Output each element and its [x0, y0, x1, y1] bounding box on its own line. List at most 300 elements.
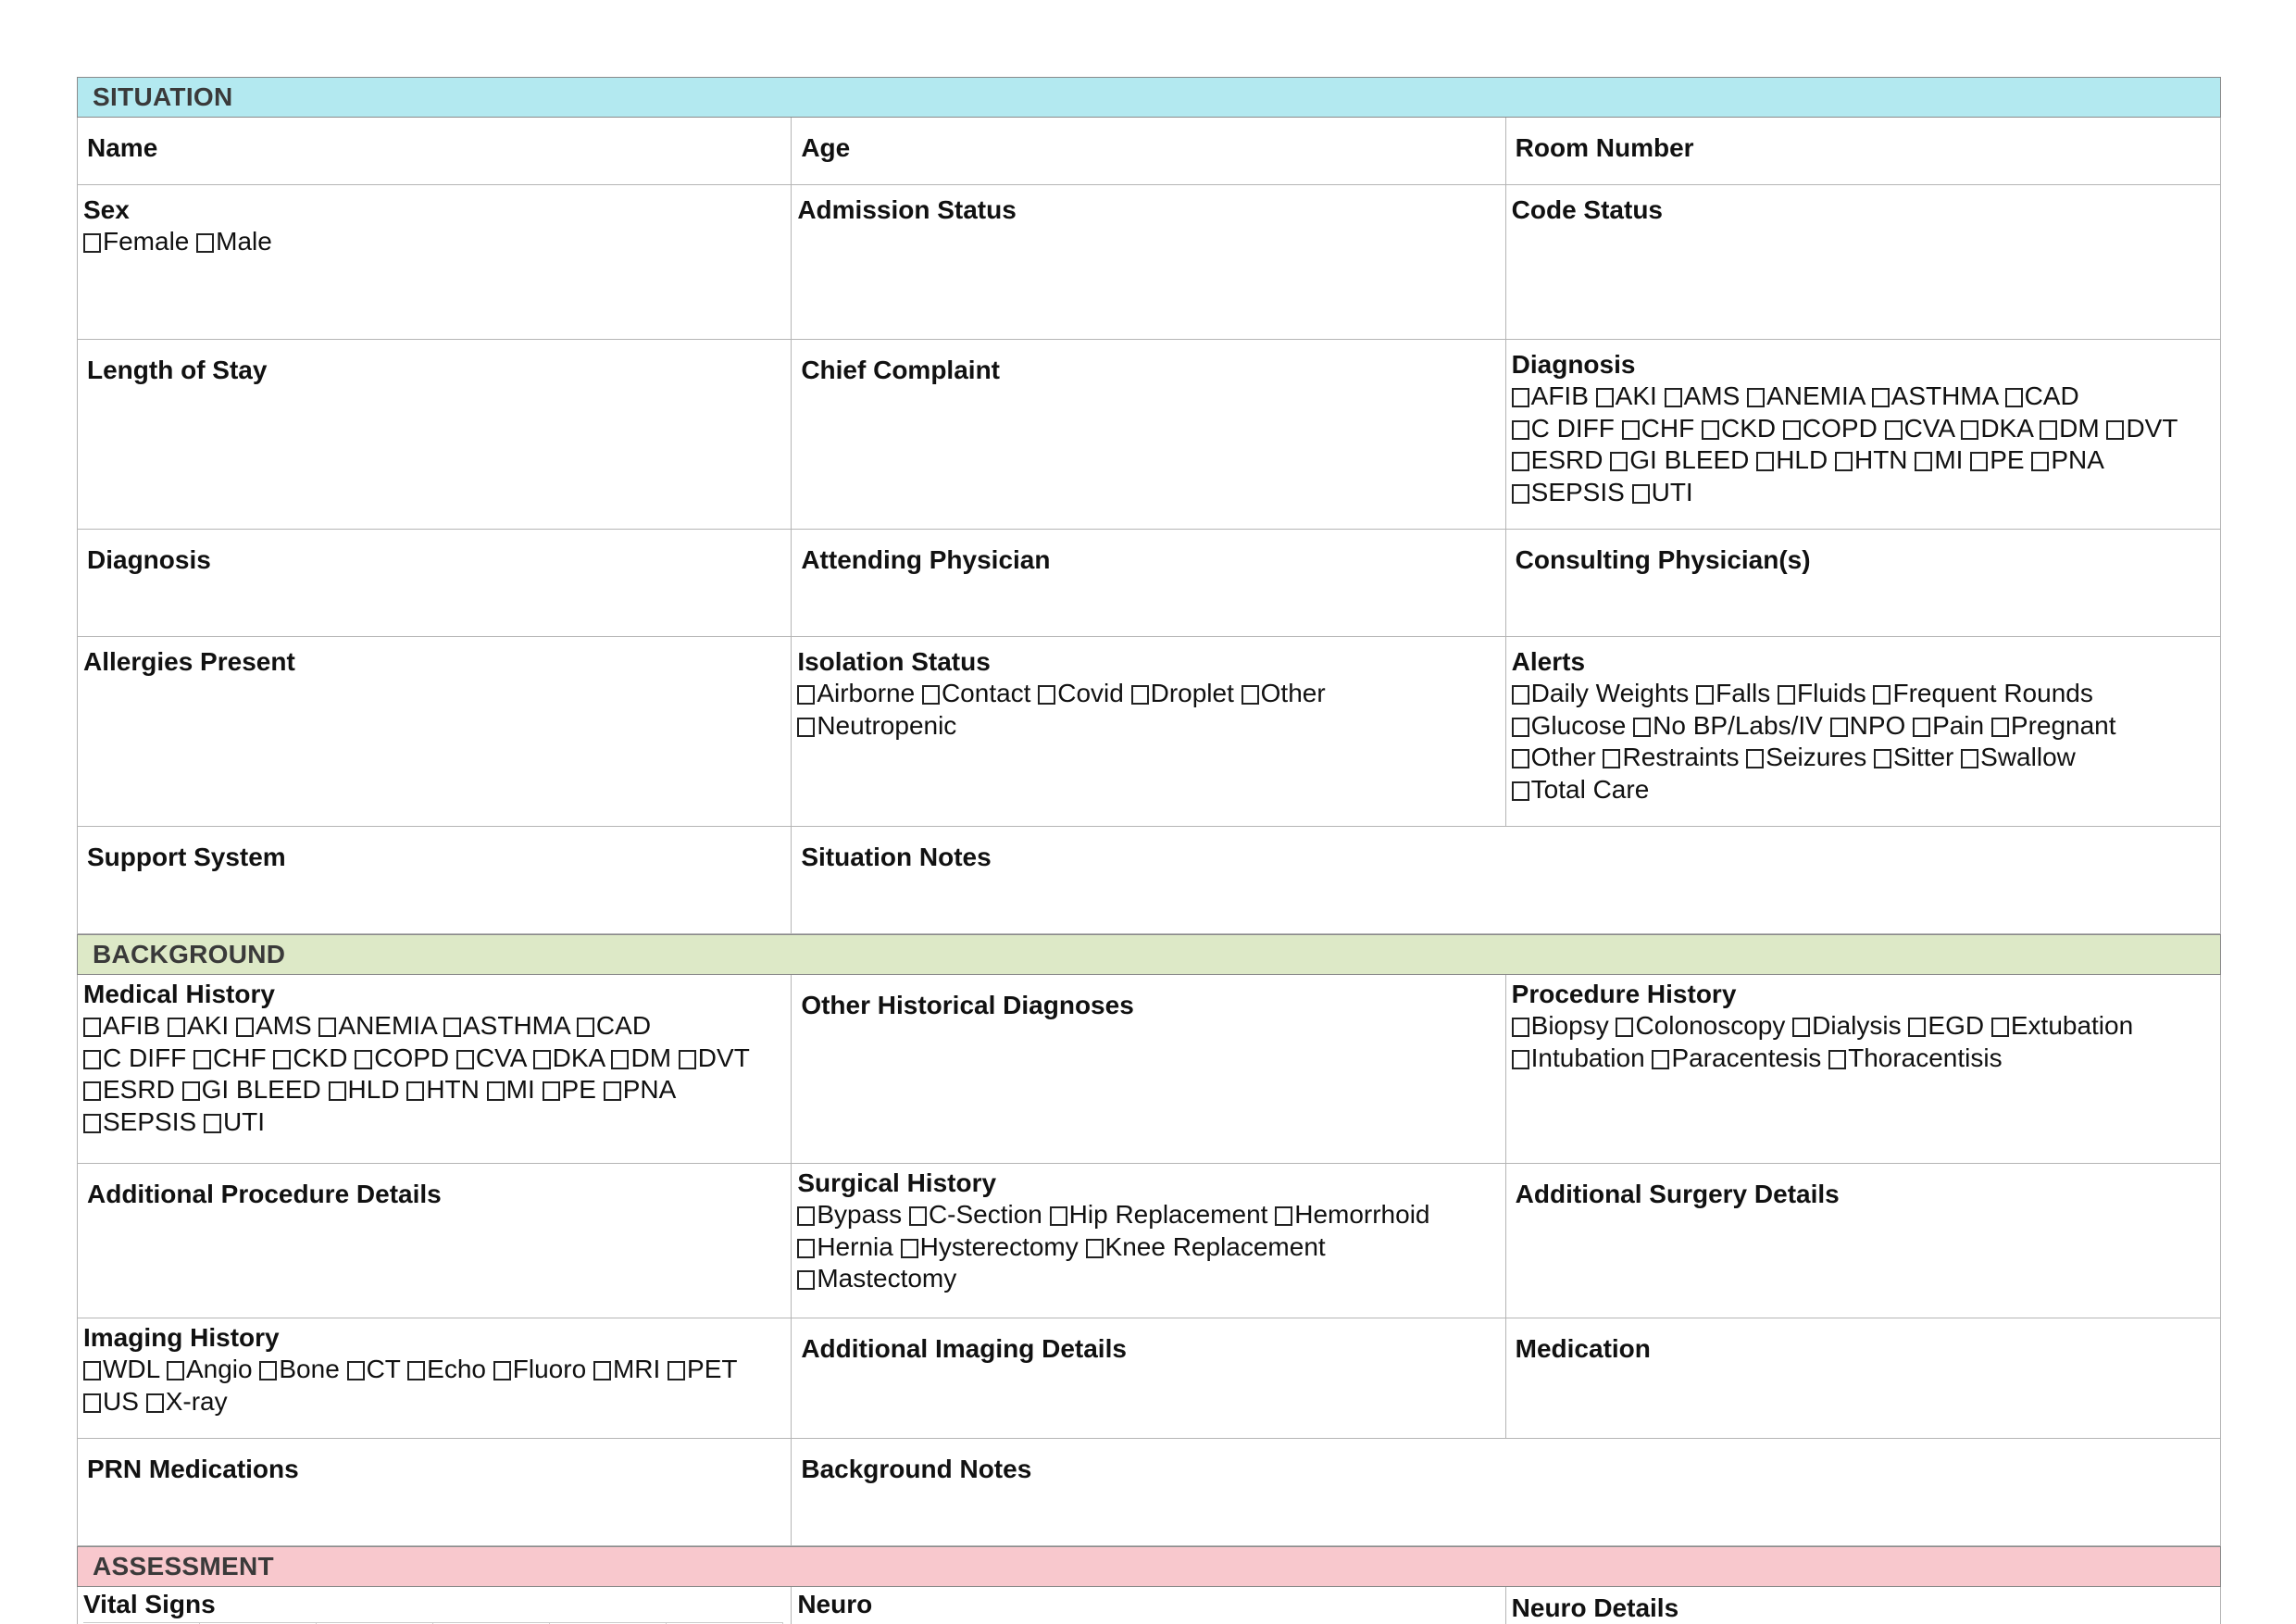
checkbox-option[interactable] [1512, 711, 1627, 740]
checkbox-icon [1131, 685, 1149, 705]
background-notes-label: Background Notes [801, 1455, 1032, 1483]
attending-physician-cell[interactable] [792, 530, 1505, 636]
checkbox-option[interactable] [1050, 1200, 1268, 1229]
checkbox-option-label: AFIB [103, 1011, 161, 1040]
checkbox-option[interactable] [83, 1387, 139, 1416]
procedure-history-options [1512, 1010, 2213, 1074]
sex-option[interactable]: Female [83, 227, 189, 256]
checkbox-option-label: SEPSIS [1530, 477, 1625, 506]
age-label: Age [801, 133, 851, 162]
checkbox-option-label: Other [1530, 743, 1596, 771]
neuro-label: Neuro [797, 1590, 873, 1618]
row-name-age-room [77, 118, 2221, 185]
checkbox-option-label: Thoracentisis [1848, 1043, 2003, 1072]
checkbox-option-label: Restraints [1622, 743, 1740, 771]
checkbox-option[interactable] [2031, 445, 2104, 474]
diagnosis-checklist-label: Diagnosis [1511, 350, 1636, 379]
checkbox-option[interactable] [1828, 1043, 2003, 1072]
consulting-physician-label: Consulting Physician(s) [1515, 545, 1811, 574]
additional-imaging-details-cell[interactable] [792, 1318, 1505, 1438]
checkbox-icon [1830, 718, 1848, 737]
option-line [797, 1231, 1497, 1264]
checkbox-option[interactable] [1086, 1232, 1326, 1261]
background-notes-cell[interactable] [792, 1439, 2220, 1545]
checkbox-option[interactable] [1512, 478, 1625, 506]
checkbox-option-label: HTN [426, 1075, 480, 1104]
name-cell[interactable] [78, 118, 792, 184]
checkbox-icon [329, 1081, 346, 1101]
checkbox-icon [1778, 685, 1795, 705]
checkbox-option[interactable] [922, 679, 1031, 707]
checkbox-option[interactable] [577, 1011, 651, 1040]
checkbox-option[interactable] [1512, 381, 1589, 410]
checkbox-icon [922, 685, 940, 705]
checkbox-option-label: Hysterectomy [919, 1231, 1079, 1261]
prn-medications-label: PRN Medications [87, 1455, 299, 1483]
checkbox-option[interactable] [329, 1075, 400, 1104]
option-line [83, 1010, 783, 1043]
checkbox-option-label: ANEMIA [338, 1011, 437, 1040]
checkbox-option-label: Hip Replacement [1068, 1200, 1268, 1229]
checkbox-option-label: C DIFF [103, 1043, 187, 1072]
checkbox-option[interactable] [604, 1075, 677, 1104]
checkbox-option[interactable] [797, 711, 956, 740]
checkbox-option[interactable] [146, 1387, 228, 1416]
checkbox-icon [1610, 452, 1628, 471]
checkbox-icon [1512, 1018, 1529, 1037]
checkbox-option-label: CKD [293, 1043, 348, 1072]
checkbox-option-label: EGD [1928, 1011, 1985, 1040]
checkbox-option[interactable] [797, 1200, 902, 1229]
checkbox-icon [273, 1050, 291, 1069]
age-cell[interactable] [792, 118, 1505, 184]
option-line [83, 1386, 783, 1418]
checkbox-option[interactable] [1915, 445, 1963, 474]
checkbox-icon [797, 685, 815, 705]
checkbox-option-label: SEPSIS [103, 1106, 197, 1136]
row-allergies-isolation-alerts [77, 637, 2221, 827]
checkbox-option[interactable] [347, 1355, 401, 1383]
checkbox-option[interactable] [1830, 711, 1906, 740]
checkbox-option[interactable] [83, 1355, 159, 1383]
imaging-history-cell [78, 1318, 792, 1438]
checkbox-option[interactable] [668, 1355, 737, 1383]
diagnosis-checklist-cell [1506, 340, 2220, 529]
checkbox-icon [1747, 388, 1765, 407]
checkbox-option[interactable] [1512, 775, 1650, 804]
checkbox-icon [1633, 718, 1651, 737]
checkbox-option-label: AMS [255, 1011, 312, 1040]
checkbox-option[interactable] [1652, 1043, 1821, 1072]
checkbox-option[interactable] [1632, 478, 1693, 506]
sex-options [83, 226, 783, 258]
checkbox-option-label: Fluoro [512, 1355, 587, 1383]
vital-signs-cell [78, 1587, 792, 1624]
checkbox-option[interactable] [83, 1107, 196, 1136]
checkbox-icon [1913, 718, 1930, 737]
checkbox-option-label: COPD [1802, 413, 1878, 443]
diagnosis-options [1512, 381, 2213, 508]
checkbox-option-label: Pregnant [2010, 710, 2116, 740]
admission-status-label: Admission Status [797, 195, 1017, 224]
checkbox-option[interactable] [797, 679, 915, 707]
checkbox-icon [1652, 1050, 1669, 1069]
surgical-history-options [797, 1199, 1497, 1295]
checkbox-icon [2031, 452, 2049, 471]
checkbox-icon [901, 1239, 918, 1258]
checkbox-icon [1050, 1206, 1067, 1226]
checkbox-icon [577, 1018, 594, 1037]
checkbox-option-label: CAD [2024, 381, 2079, 410]
option-line [1512, 710, 2213, 743]
checkbox-option[interactable] [797, 1264, 956, 1293]
checkbox-icon [543, 1081, 560, 1101]
checkbox-icon [318, 1018, 336, 1037]
checkbox-icon [1512, 1050, 1529, 1069]
checkbox-icon [797, 1270, 815, 1290]
procedure-history-cell [1506, 975, 2220, 1163]
checkbox-option-label: AKI [187, 1011, 230, 1040]
checkbox-icon [611, 1050, 629, 1069]
checkbox-option[interactable] [407, 1355, 486, 1383]
checkbox-option-label: Fluids [1797, 679, 1866, 707]
checkbox-option[interactable] [236, 1011, 312, 1040]
checkbox-option[interactable] [1512, 679, 1690, 707]
checkbox-icon [1746, 749, 1764, 768]
checkbox-option-label: No BP/Labs/IV [1653, 710, 1823, 740]
checkbox-icon [1665, 388, 1682, 407]
background-header: BACKGROUND [77, 934, 2221, 975]
checkbox-option-label: Dialysis [1812, 1011, 1902, 1040]
option-line [797, 1263, 1497, 1295]
checkbox-option-label: Colonoscopy [1635, 1011, 1786, 1040]
prn-medications-cell[interactable] [78, 1439, 792, 1545]
checkbox-icon [83, 1081, 101, 1101]
checkbox-option-label: CVA [475, 1043, 526, 1072]
room-number-label: Room Number [1515, 133, 1694, 162]
checkbox-option[interactable] [168, 1011, 229, 1040]
checkbox-option[interactable] [1783, 414, 1878, 443]
medication-label: Medication [1515, 1334, 1651, 1363]
checkbox-option[interactable] [193, 1043, 267, 1072]
checkbox-option[interactable] [318, 1011, 436, 1040]
option-line [797, 678, 1497, 710]
checkbox-option[interactable] [355, 1043, 449, 1072]
checkbox-option-label: PE [561, 1075, 596, 1104]
checkbox-option-label: Angio [185, 1355, 253, 1383]
option-line [1512, 774, 2213, 806]
checkbox-icon [1872, 388, 1890, 407]
chief-complaint-cell[interactable] [792, 340, 1505, 529]
checkbox-option[interactable] [1961, 743, 2076, 771]
checkbox-option[interactable] [1616, 1011, 1785, 1040]
checkbox-icon [196, 233, 214, 253]
checkbox-option[interactable] [1512, 414, 1615, 443]
medication-cell[interactable] [1506, 1318, 2220, 1438]
checkbox-option[interactable] [493, 1355, 586, 1383]
checkbox-option[interactable] [456, 1043, 526, 1072]
checkbox-option[interactable] [1747, 381, 1865, 410]
checkbox-option-label: MI [505, 1075, 535, 1104]
length-of-stay-cell[interactable] [78, 340, 792, 529]
checkbox-option[interactable] [1622, 414, 1695, 443]
checkbox-icon [679, 1050, 696, 1069]
checkbox-option[interactable] [533, 1043, 605, 1072]
checkbox-icon [1970, 452, 1988, 471]
isolation-status-cell [792, 637, 1505, 826]
row-diagnosis-attending-consulting [77, 530, 2221, 637]
checkbox-option[interactable] [1603, 743, 1739, 771]
checkbox-option[interactable] [1702, 414, 1776, 443]
checkbox-option-label: Bypass [817, 1200, 903, 1229]
checkbox-option[interactable] [1131, 679, 1234, 707]
checkbox-option[interactable] [2106, 414, 2177, 443]
checkbox-icon [347, 1361, 365, 1380]
checkbox-option-label: UTI [1651, 477, 1693, 506]
diagnosis-cell[interactable] [78, 530, 792, 636]
code-status-cell[interactable] [1506, 185, 2220, 339]
checkbox-option[interactable] [1665, 381, 1741, 410]
checkbox-option[interactable] [1756, 445, 1828, 474]
checkbox-option-label: C DIFF [1530, 413, 1615, 443]
checkbox-option-label: HLD [1776, 445, 1828, 474]
option-line [1512, 413, 2213, 445]
alerts-label: Alerts [1511, 647, 1586, 676]
checkbox-option-label: PET [687, 1355, 738, 1383]
checkbox-option-label: CAD [595, 1011, 652, 1040]
checkbox-option[interactable] [1991, 1011, 2133, 1040]
checkbox-option-label: Pain [1932, 710, 1985, 740]
checkbox-option[interactable] [273, 1043, 347, 1072]
checkbox-icon [83, 1393, 101, 1413]
imaging-history-label: Imaging History [83, 1323, 280, 1352]
checkbox-icon [1915, 452, 1932, 471]
checkbox-option[interactable] [204, 1107, 265, 1136]
checkbox-option-label: GI BLEED [201, 1075, 321, 1104]
option-line [1512, 1043, 2213, 1075]
checkbox-icon [909, 1206, 927, 1226]
checkbox-option-label: NPO [1849, 710, 1906, 740]
checkbox-option-label: Extubation [2010, 1011, 2134, 1040]
checkbox-option[interactable] [679, 1043, 750, 1072]
checkbox-icon [1696, 685, 1714, 705]
checkbox-option[interactable] [1512, 1043, 1645, 1072]
checkbox-option-label: Neutropenic [817, 710, 957, 740]
checkbox-option[interactable] [1885, 414, 1954, 443]
checkbox-option-label: PNA [2051, 445, 2104, 474]
checkbox-option[interactable] [83, 1075, 175, 1104]
checkbox-icon [1908, 1018, 1926, 1037]
vital-signs-label: Vital Signs [83, 1590, 216, 1618]
medical-history-cell [78, 975, 792, 1163]
admission-status-cell[interactable] [792, 185, 1505, 339]
checkbox-icon [355, 1050, 372, 1069]
checkbox-icon [1596, 388, 1614, 407]
checkbox-option-label: ESRD [1530, 445, 1603, 474]
checkbox-option-label: US [103, 1386, 139, 1416]
allergies-cell[interactable] [78, 637, 792, 826]
checkbox-icon [167, 1361, 184, 1380]
checkbox-option-label: Frequent Rounds [1892, 679, 2093, 707]
checkbox-icon [1632, 484, 1650, 504]
checkbox-icon [1512, 749, 1529, 768]
checkbox-icon [533, 1050, 551, 1069]
checkbox-option[interactable] [1512, 743, 1596, 771]
checkbox-option[interactable] [901, 1232, 1079, 1261]
checkbox-icon [182, 1081, 200, 1101]
checkbox-option[interactable] [909, 1200, 1042, 1229]
option-line [797, 1199, 1497, 1231]
checkbox-option[interactable] [1908, 1011, 1984, 1040]
checkbox-option[interactable] [1275, 1200, 1429, 1229]
checkbox-option[interactable] [2040, 414, 2100, 443]
checkbox-icon [1835, 452, 1853, 471]
row-vitals-neuro [77, 1587, 2221, 1624]
checkbox-option[interactable] [1873, 679, 2092, 707]
checkbox-option[interactable] [611, 1043, 671, 1072]
checkbox-option[interactable] [259, 1355, 339, 1383]
allergies-label: Allergies Present [83, 647, 295, 676]
checkbox-option[interactable] [1696, 679, 1770, 707]
alerts-options [1512, 678, 2213, 806]
checkbox-option[interactable] [593, 1355, 660, 1383]
option-line [1512, 444, 2213, 477]
checkbox-icon [1991, 1018, 2009, 1037]
additional-surgery-details-cell[interactable] [1506, 1164, 2220, 1318]
checkbox-icon [83, 1050, 101, 1069]
checkbox-option-label: Bone [279, 1355, 340, 1383]
checkbox-icon [1512, 420, 1529, 440]
checkbox-option-label: HTN [1853, 445, 1908, 474]
checkbox-icon [1038, 685, 1055, 705]
checkbox-icon [1512, 718, 1529, 737]
support-system-cell[interactable] [78, 827, 792, 933]
checkbox-icon [797, 1239, 815, 1258]
checkbox-option[interactable] [1778, 679, 1866, 707]
checkbox-option[interactable] [543, 1075, 596, 1104]
checkbox-option-label: CHF [213, 1043, 267, 1072]
additional-imaging-details-label: Additional Imaging Details [801, 1334, 1127, 1363]
checkbox-option-label: CKD [1720, 413, 1777, 443]
row-procedure-surgical-surgery [77, 1164, 2221, 1318]
checkbox-option[interactable] [182, 1075, 321, 1104]
checkbox-icon [797, 718, 815, 737]
checkbox-icon [493, 1361, 511, 1380]
room-number-cell[interactable] [1506, 118, 2220, 184]
checkbox-option[interactable] [1512, 1011, 1609, 1040]
checkbox-icon [259, 1361, 277, 1380]
checkbox-option-label: DVT [697, 1043, 750, 1072]
checkbox-option-label: Echo [427, 1355, 486, 1383]
checkbox-option-label: Biopsy [1530, 1011, 1609, 1040]
checkbox-option-label: DM [2059, 413, 2100, 443]
checkbox-option-label: Hernia [817, 1231, 893, 1261]
checkbox-option-label: UTI [222, 1106, 266, 1136]
option-line [83, 1106, 783, 1139]
checkbox-option[interactable] [1746, 743, 1866, 771]
checkbox-icon [1242, 685, 1259, 705]
checkbox-option[interactable] [1792, 1011, 1901, 1040]
checkbox-option-label: Other [1260, 679, 1326, 707]
checkbox-option[interactable] [1970, 445, 2024, 474]
checkbox-option-label: ESRD [103, 1075, 175, 1104]
checkbox-option[interactable] [1242, 679, 1326, 707]
checkbox-icon [1512, 484, 1529, 504]
checkbox-icon [1086, 1239, 1104, 1258]
other-historical-diagnoses-cell[interactable] [792, 975, 1505, 1163]
neuro-cell [792, 1587, 1505, 1624]
row-sex-admission-code [77, 185, 2221, 340]
sex-option[interactable]: Male [196, 227, 272, 256]
checkbox-icon [604, 1081, 621, 1101]
checkbox-icon [1512, 685, 1529, 705]
checkbox-icon [1512, 781, 1529, 801]
checkbox-icon [1622, 420, 1640, 440]
checkbox-option-label: Contact [941, 679, 1031, 707]
additional-procedure-details-cell[interactable] [78, 1164, 792, 1318]
sex-label: Sex [83, 195, 130, 224]
checkbox-option[interactable] [1874, 743, 1953, 771]
checkbox-option[interactable] [1913, 711, 1984, 740]
checkbox-option[interactable] [1835, 445, 1908, 474]
checkbox-icon [83, 1114, 101, 1133]
sex-cell [78, 185, 792, 339]
checkbox-option[interactable] [1610, 445, 1749, 474]
checkbox-option[interactable] [1872, 381, 1998, 410]
checkbox-option-label: Paracentesis [1671, 1043, 1822, 1072]
checkbox-option[interactable] [83, 1043, 186, 1072]
checkbox-icon [1961, 420, 1978, 440]
checkbox-option[interactable] [2005, 381, 2079, 410]
checkbox-icon [193, 1050, 211, 1069]
checkbox-option-label: Sitter [1893, 743, 1954, 771]
checkbox-option-label: Mastectomy [817, 1264, 957, 1293]
situation-notes-cell[interactable] [792, 827, 2220, 933]
checkbox-option[interactable] [1961, 414, 2032, 443]
checkbox-option[interactable] [1512, 445, 1603, 474]
checkbox-option-label: Total Care [1530, 774, 1650, 804]
checkbox-option-label: Glucose [1530, 710, 1627, 740]
checkbox-option[interactable] [797, 1232, 892, 1261]
checkbox-icon [797, 1206, 815, 1226]
length-of-stay-label: Length of Stay [87, 356, 268, 384]
neuro-details-cell[interactable] [1506, 1587, 2220, 1624]
checkbox-option[interactable] [1633, 711, 1823, 740]
checkbox-icon [2040, 420, 2057, 440]
checkbox-option[interactable] [1038, 679, 1124, 707]
checkbox-option[interactable] [443, 1011, 569, 1040]
checkbox-icon [1873, 685, 1890, 705]
checkbox-option-label: ASTHMA [463, 1011, 570, 1040]
surgical-history-label: Surgical History [797, 1168, 997, 1197]
row-prn-notes [77, 1439, 2221, 1546]
neuro-details-label: Neuro Details [1511, 1593, 1679, 1622]
checkbox-icon [1783, 420, 1801, 440]
checkbox-option[interactable] [167, 1355, 253, 1383]
checkbox-option[interactable] [1991, 711, 2116, 740]
checkbox-option[interactable] [406, 1075, 480, 1104]
consulting-physician-cell[interactable] [1506, 530, 2220, 636]
checkbox-option-label: DVT [2126, 413, 2178, 443]
checkbox-option-label: Knee Replacement [1104, 1231, 1326, 1261]
checkbox-option[interactable] [1596, 381, 1657, 410]
checkbox-option[interactable] [83, 1011, 160, 1040]
situation-header: SITUATION [77, 77, 2221, 118]
checkbox-option[interactable] [487, 1075, 535, 1104]
additional-surgery-details-label: Additional Surgery Details [1515, 1180, 1840, 1208]
checkbox-option-label: Swallow [1980, 743, 2076, 771]
checkbox-option-label: MRI [612, 1355, 661, 1383]
